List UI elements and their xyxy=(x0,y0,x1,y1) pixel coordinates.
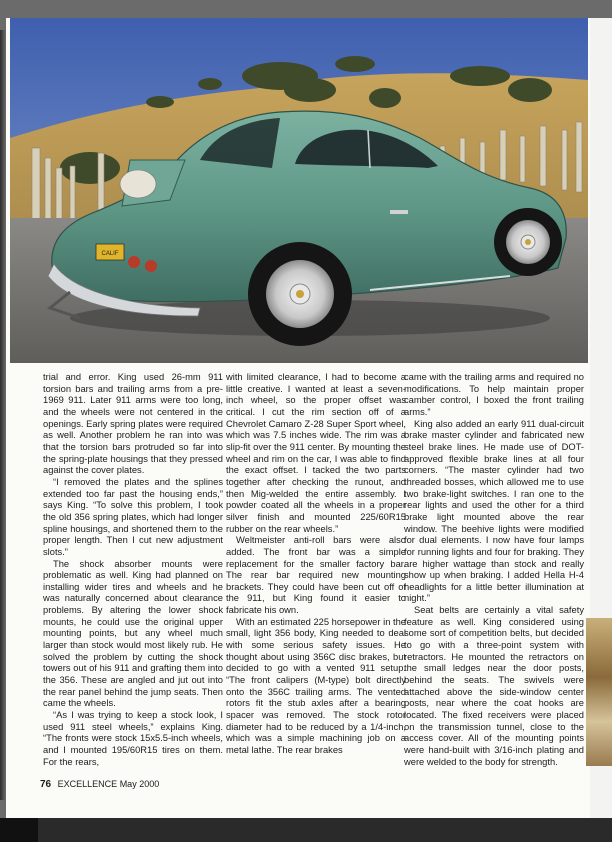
paragraph: With an estimated 225 horsepower in the small, light 356 body, King needed to deal with some serious safety issues. He thought about using 356C disc brakes, but decided to go with a vented 911 setup. “The front calipers (M-type) bolt directly onto the 356C trailing arms. The vented rotors fit the stub axles after a bearing spacer was removed. The stock rotor diameter had to be reduced by a 1/4-inch, which was a simple machining job on a metal lathe. The rear brakes xyxy=(226,616,406,755)
paragraph: King also added an early 911 dual-circuit brake master cylinder and fabricated new steel brake lines. He made use of DOT-approved flexible brake lines at all four corners. “The master cylinder had two threaded bosses, which allowed me to use two brake-light switches. I ran one to the rear lights and used the other for a third brake light mounted above the rear window. The beehive lights were modified for dual elements. I now have four lamps for running lights and four for braking. They are higher wattage than stock and really show up when braking. I added Hella H-4 headlights for a little better illumination at night.” xyxy=(404,418,584,604)
paragraph: The shock absorber mounts were problematic as well. King had planned on installing wider tires and wheels and he was naturally concerned about clearance problems. By altering the lower shock mounts, he could use the original upper mounting points, but any wheel much larger than stock would most likely rub. He solved the problem by cutting the shock towers out of his 911 and grafting them into the 356. These are angled and jut out into the rear panel behind the jump seats. Then came the wheels. xyxy=(43,558,223,709)
magazine-name: EXCELLENCE xyxy=(57,779,118,789)
scan-corner xyxy=(0,818,38,842)
paragraph: with limited clearance, I had to become a little creative. I wanted at least a seven-inch wheel, so the proper offset was critical. I cut the rim section off of a Chevrolet Camaro Z-28 Super Sport wheel, which was 7.5 inches wide. The rim was a slip-fit over the 911 center. By mounting the wheel and rim on the car, I was able to find the exact offset. I tacked the two parts together after checking the runout, and then Mig-welded the entire assembly. I powder coated all the wheels in a proper silver finish and mounted 225/60R15 rubber on the rear wheels.” xyxy=(226,372,406,534)
page-footer xyxy=(40,779,159,790)
car-photo xyxy=(10,18,588,363)
article-column-2 xyxy=(226,372,406,757)
license-plate-text: CALIF xyxy=(101,251,119,257)
paragraph: came with the trailing arms and required no modifications. To help maintain proper camber control, I boxed the front trailing arms.” xyxy=(404,372,584,417)
paragraph: Weltmeister anti-roll bars were also added. The front bar was a simple replacement for the smaller factory bar. The rear bar required new mounting brackets. They could have been cut off of the 911, but King found it easier to fabricate his own. xyxy=(226,535,406,616)
front-wheel xyxy=(494,208,562,276)
paragraph: trial and error. King used 26-mm 911 torsion bars and trailing arms from a pre-1969 911. Later 911 arms were too long, and the wheels were not centered in the openings. Early spring plates were required as well. Another problem he ran into was that the torsion bars protruded so far into the spring-plate housings that they pressed against the cover plates. xyxy=(43,372,223,476)
scan-bottom-edge xyxy=(0,818,612,842)
article-column-1 xyxy=(43,372,223,768)
issue-date: May 2000 xyxy=(119,779,160,789)
article-column-3 xyxy=(404,372,584,768)
adjacent-page-photo-edge xyxy=(586,618,612,766)
paragraph: “As I was trying to keep a stock look, I used 911 steel wheels,” explains King. “The fronts were stock 15x5.5-inch wheels, and I mounted 195/60R15 tires on them. For the rears, xyxy=(43,710,223,767)
page-number: 76 xyxy=(40,779,52,790)
paragraph: “I removed the plates and the splines extended too far past the housing ends,” says King. “To solve this problem, I took the old 356 spring plates, which had longer spline housings, and shortened them to the proper length. Then I cut new adjustment slots.” xyxy=(43,476,223,557)
rear-wheel xyxy=(248,242,352,346)
paragraph: Seat belts are certainly a vital safety feature as well. King considered using some sort of competition belts, but decided to go with a three-point system with retractors. He mounted the retractors on the small ledges near the door posts, behind the seats. The swivels were attached above the side-window center posts, near where the coat hooks are located. The fixed receivers were placed on the transmission tunnel, close to the access cover. All of the mounting points were hand-built with 3/16-inch plating and were welded to the body for strength. xyxy=(404,605,584,767)
